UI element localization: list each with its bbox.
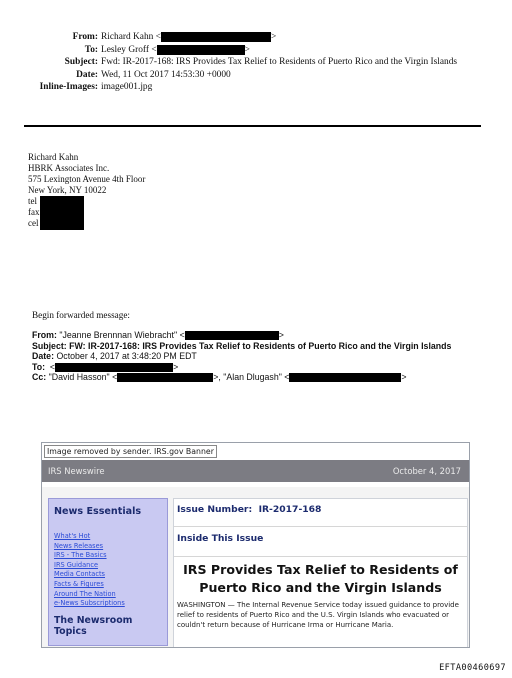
signature-name: Richard Kahn bbox=[28, 152, 79, 162]
signature-block bbox=[28, 152, 145, 229]
forwarded-subject-value: FW: IR-2017-168: IRS Provides Tax Relief to Residents of Puerto Rico and the Virgin Islands bbox=[69, 340, 452, 351]
newswire-date: October 4, 2017 bbox=[392, 466, 461, 476]
from-close: > bbox=[270, 32, 277, 43]
newsroom-topics-heading: The Newsroom Topics bbox=[54, 614, 133, 637]
news-links bbox=[49, 517, 167, 609]
signature-tel: tel bbox=[28, 196, 37, 206]
bates-number: EFTA00460697 bbox=[439, 663, 506, 673]
redaction-bar bbox=[157, 45, 245, 55]
from-value: Richard Kahn < bbox=[101, 32, 161, 43]
broken-image-icon bbox=[44, 445, 217, 458]
redaction-bar bbox=[55, 363, 173, 372]
forwarded-subject-label: Subject: bbox=[32, 340, 67, 351]
news-link[interactable]: e-News Subscriptions bbox=[54, 599, 125, 608]
forwarded-cc-mid: >, "Alan Dlugash" < bbox=[213, 372, 290, 383]
from-label: From: bbox=[72, 32, 98, 42]
news-essentials-sidebar bbox=[48, 498, 168, 646]
issue-number-label: Issue Number: bbox=[177, 504, 253, 515]
header-to-row bbox=[0, 45, 512, 57]
forwarded-cc-value: "David Hasson" < bbox=[48, 372, 118, 383]
news-link[interactable]: What's Hot bbox=[54, 532, 91, 540]
inline-images-value: image001.jpg bbox=[101, 81, 153, 92]
signature-company: HBRK Associates Inc. bbox=[28, 163, 110, 173]
newswire-title: IRS Newswire bbox=[48, 466, 105, 476]
forwarded-cc-close: > bbox=[401, 372, 407, 383]
forwarded-from-close: > bbox=[278, 330, 284, 340]
signature-address: 575 Lexington Avenue 4th Floor bbox=[28, 174, 146, 184]
news-link[interactable]: News Releases bbox=[54, 541, 104, 550]
signature-city: New York, NY 10022 bbox=[28, 185, 107, 195]
date-value: Wed, 11 Oct 2017 14:53:30 +0000 bbox=[101, 69, 231, 80]
news-link[interactable]: Around The Nation bbox=[54, 589, 116, 598]
forwarded-to-row: To: < > bbox=[32, 361, 179, 372]
inline-images-label: Inline-Images: bbox=[39, 81, 98, 92]
forwarded-subject-row bbox=[32, 341, 482, 352]
forwarded-header bbox=[32, 330, 482, 383]
signature-fax: fax bbox=[28, 207, 40, 217]
newswire-bar bbox=[42, 460, 469, 482]
irs-newsletter bbox=[41, 442, 470, 648]
to-value: Lesley Groff < bbox=[101, 44, 157, 55]
redaction-bar bbox=[117, 373, 213, 382]
redaction-bar bbox=[161, 32, 271, 42]
subject-label: Subject: bbox=[64, 57, 98, 68]
news-link[interactable]: Media Contacts bbox=[54, 570, 105, 579]
banner-image-placeholder bbox=[42, 443, 469, 460]
forwarded-to-label: To: bbox=[32, 361, 46, 372]
redaction-bar bbox=[185, 331, 279, 340]
header-inline-images-row bbox=[0, 82, 512, 93]
forwarded-from-label: From: bbox=[32, 330, 57, 340]
newsletter-body bbox=[42, 487, 470, 648]
news-link[interactable]: IRS - The Basics bbox=[54, 551, 107, 560]
forwarded-cc-label: Cc: bbox=[32, 372, 47, 383]
forwarded-intro: Begin forwarded message: bbox=[32, 310, 130, 320]
email-header bbox=[0, 32, 512, 94]
forwarded-cc-row bbox=[32, 372, 482, 383]
article-headline: IRS Provides Tax Relief to Residents of Puerto Rico and the Virgin Islands bbox=[183, 562, 458, 595]
forwarded-date-row bbox=[32, 351, 482, 362]
inside-this-issue: Inside This Issue bbox=[174, 527, 467, 557]
header-from-row bbox=[0, 32, 512, 44]
forwarded-date-value: October 4, 2017 at 3:48:20 PM EDT bbox=[56, 351, 197, 362]
forwarded-from-value: "Jeanne Brennnan Wiebracht" < bbox=[59, 330, 185, 340]
to-close: > bbox=[244, 44, 250, 55]
to-label: To: bbox=[84, 44, 98, 55]
header-divider bbox=[24, 125, 481, 127]
redaction-bar bbox=[40, 196, 84, 230]
issue-number-row bbox=[174, 499, 467, 527]
date-label: Date: bbox=[76, 69, 98, 80]
issue-number-value: IR-2017-168 bbox=[258, 504, 322, 515]
redaction-bar bbox=[289, 373, 401, 382]
forwarded-from-row bbox=[32, 330, 482, 341]
news-essentials-heading: News Essentials bbox=[54, 506, 142, 517]
banner-alt-text: Image removed by sender. IRS.gov Banner bbox=[47, 447, 214, 456]
header-date-row bbox=[0, 70, 512, 81]
article-body: WASHINGTON — The Internal Revenue Service today issued guidance to provide relief to residents of Puerto Rico and the U.S. Virgin Islands who evacuated or couldn't return because of Hurricane Irma or Hurricane Maria. bbox=[177, 601, 459, 630]
news-link[interactable]: Facts & Figures bbox=[54, 579, 104, 588]
header-subject-row bbox=[0, 57, 512, 68]
forwarded-date-label: Date: bbox=[32, 351, 54, 362]
news-link[interactable]: IRS Guidance bbox=[54, 560, 99, 569]
forwarded-to-close: > bbox=[173, 361, 179, 372]
signature-cel: cel bbox=[28, 218, 39, 228]
subject-value: Fwd: IR-2017-168: IRS Provides Tax Relief to Residents of Puerto Rico and the Virgin Islands bbox=[101, 57, 458, 68]
issue-panel bbox=[173, 498, 468, 648]
